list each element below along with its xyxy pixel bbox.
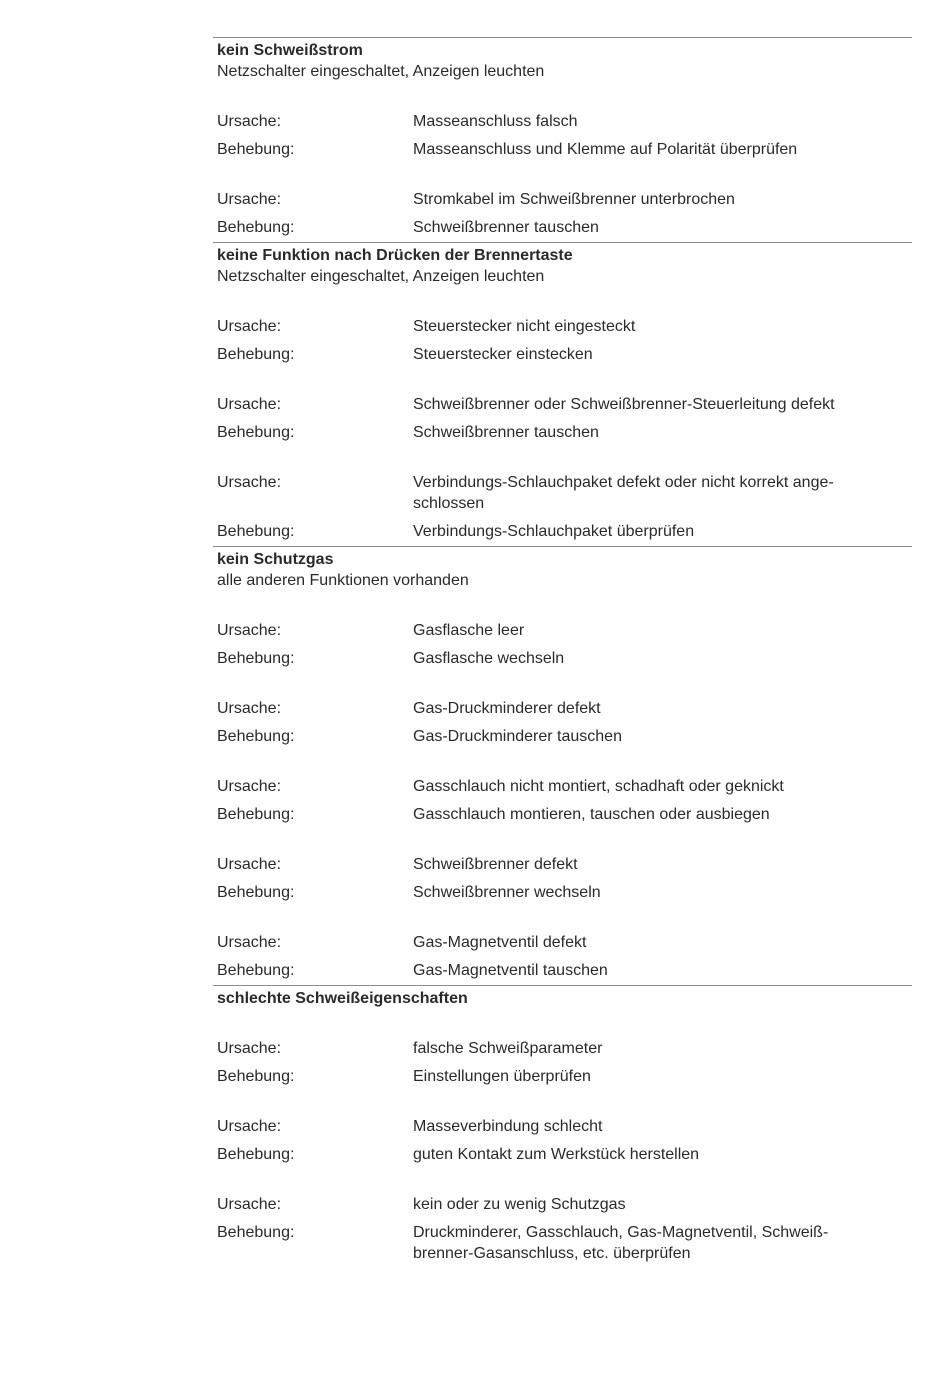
remedy-text: Schweißbrenner tauschen	[413, 219, 599, 236]
remedy-label: Behebung:	[217, 806, 295, 823]
cause-label: Ursache:	[217, 191, 282, 208]
section-poor-welding-properties	[213, 985, 912, 1264]
remedy-text: Masseanschluss und Klemme auf Polarität überprüfen	[413, 141, 798, 158]
cause-text: Masseanschluss falsch	[413, 113, 578, 130]
cause-remedy-pair	[213, 776, 912, 825]
remedy-text: Gas-Magnetventil tauschen	[413, 962, 608, 979]
remedy-text: Druckminderer, Gasschlauch, Gas-Magnetventil, Schweiß-brenner-Gasanschluss, etc. überprüfen	[413, 1224, 829, 1262]
cause-label: Ursache:	[217, 856, 282, 873]
cause-remedy-pair	[213, 394, 912, 443]
cause-label: Ursache:	[217, 1040, 282, 1057]
remedy-label: Behebung:	[217, 219, 295, 236]
remedy-text: Gasschlauch montieren, tauschen oder ausbiegen	[413, 806, 770, 823]
section-subtitle: alle anderen Funktionen vorhanden	[217, 572, 469, 589]
remedy-text: Schweißbrenner wechseln	[413, 884, 601, 901]
remedy-label: Behebung:	[217, 884, 295, 901]
cause-label: Ursache:	[217, 622, 282, 639]
cause-label: Ursache:	[217, 474, 282, 491]
cause-text: falsche Schweißparameter	[413, 1040, 603, 1057]
section-title: kein Schutzgas	[217, 551, 334, 568]
cause-remedy-pair	[213, 472, 912, 542]
cause-text: Gas-Druckminderer defekt	[413, 700, 601, 717]
section-title: kein Schweißstrom	[217, 42, 363, 59]
cause-remedy-pair	[213, 316, 912, 365]
remedy-text: Gas-Druckminderer tauschen	[413, 728, 622, 745]
section-subtitle: Netzschalter eingeschaltet, Anzeigen leuchten	[217, 63, 545, 80]
cause-remedy-pair	[213, 189, 912, 238]
cause-text: Gas-Magnetventil defekt	[413, 934, 587, 951]
remedy-text: Verbindungs-Schlauchpaket überprüfen	[413, 523, 695, 540]
remedy-label: Behebung:	[217, 650, 295, 667]
cause-text: Stromkabel im Schweißbrenner unterbrochen	[413, 191, 735, 208]
section-subtitle: Netzschalter eingeschaltet, Anzeigen leuchten	[217, 268, 545, 285]
cause-label: Ursache:	[217, 1118, 282, 1135]
cause-remedy-pair	[213, 1116, 912, 1165]
section-no-function-after-trigger	[213, 242, 912, 542]
remedy-label: Behebung:	[217, 962, 295, 979]
cause-text: Verbindungs-Schlauchpaket defekt oder nicht korrekt ange-schlossen	[413, 474, 834, 512]
remedy-text: Schweißbrenner tauschen	[413, 424, 599, 441]
cause-label: Ursache:	[217, 700, 282, 717]
cause-text: kein oder zu wenig Schutzgas	[413, 1196, 626, 1213]
cause-remedy-pair	[213, 1038, 912, 1087]
cause-remedy-pair	[213, 1194, 912, 1264]
cause-label: Ursache:	[217, 1196, 282, 1213]
cause-remedy-pair	[213, 620, 912, 669]
cause-remedy-pair	[213, 854, 912, 903]
cause-label: Ursache:	[217, 318, 282, 335]
section-no-welding-current	[213, 37, 912, 238]
remedy-text: Gasflasche wechseln	[413, 650, 565, 667]
remedy-text: Steuerstecker einstecken	[413, 346, 593, 363]
remedy-text: Einstellungen überprüfen	[413, 1068, 591, 1085]
troubleshooting-document	[213, 37, 912, 1264]
remedy-label: Behebung:	[217, 1068, 295, 1085]
section-title: schlechte Schweißeigenschaften	[217, 990, 468, 1007]
cause-text: Gasschlauch nicht montiert, schadhaft oder geknickt	[413, 778, 784, 795]
cause-label: Ursache:	[217, 113, 282, 130]
remedy-text: guten Kontakt zum Werkstück herstellen	[413, 1146, 700, 1163]
cause-label: Ursache:	[217, 396, 282, 413]
remedy-label: Behebung:	[217, 523, 295, 540]
cause-text: Schweißbrenner defekt	[413, 856, 578, 873]
remedy-label: Behebung:	[217, 141, 295, 158]
cause-label: Ursache:	[217, 778, 282, 795]
cause-text: Steuerstecker nicht eingesteckt	[413, 318, 636, 335]
cause-text: Masseverbindung schlecht	[413, 1118, 603, 1135]
section-title: keine Funktion nach Drücken der Brennertaste	[217, 247, 573, 264]
cause-remedy-pair	[213, 932, 912, 981]
section-no-shielding-gas	[213, 546, 912, 981]
cause-text: Schweißbrenner oder Schweißbrenner-Steuerleitung defekt	[413, 396, 835, 413]
remedy-label: Behebung:	[217, 346, 295, 363]
cause-remedy-pair	[213, 111, 912, 160]
remedy-label: Behebung:	[217, 1146, 295, 1163]
cause-text: Gasflasche leer	[413, 622, 525, 639]
remedy-label: Behebung:	[217, 424, 295, 441]
remedy-label: Behebung:	[217, 728, 295, 745]
cause-remedy-pair	[213, 698, 912, 747]
remedy-label: Behebung:	[217, 1224, 295, 1241]
cause-label: Ursache:	[217, 934, 282, 951]
